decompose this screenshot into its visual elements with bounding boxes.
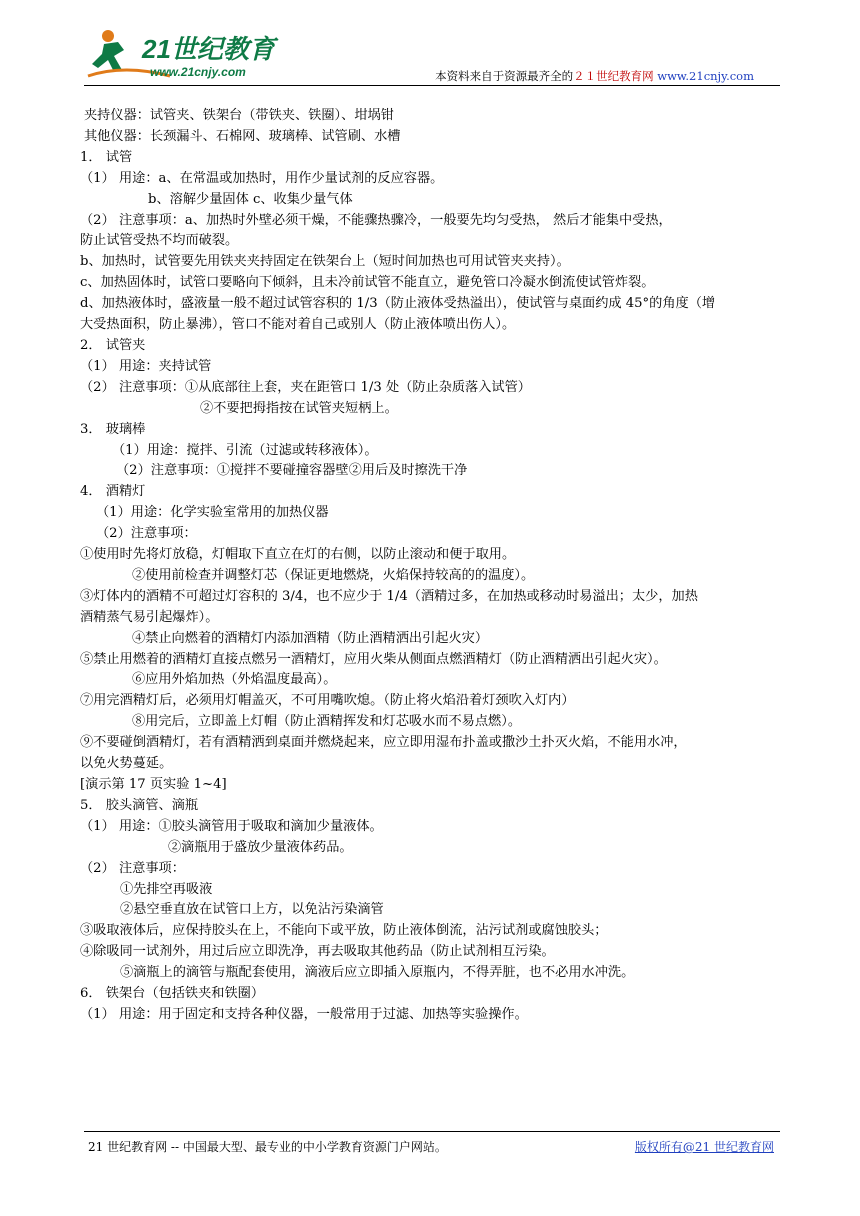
header-source-note [435, 68, 754, 84]
text-line: 夹持仪器：试管夹、铁架台（带铁夹、铁圈）、坩埚钳 [84, 108, 394, 123]
header-site-name: ２１世纪教育网 [573, 69, 654, 83]
logo-runner-head [102, 30, 114, 42]
text-line: （2） 注意事项：a、加热时外壁必须干燥，不能骤热骤冷，一般要先均匀受热， 然后才能集中受热， [80, 212, 672, 228]
text-line: ⑤滴瓶上的滴管与瓶配套使用，滴液后应立即插入原瓶内，不得弄脏，也不必用水冲洗。 [120, 965, 635, 981]
text-line: （2） 注意事项： [80, 860, 185, 876]
text-line: 5． 胶头滴管、滴瓶 [80, 797, 199, 813]
footer-site-description: 21 世纪教育网 -- 中国最大型、最专业的中小学教育资源门户网站。 [88, 1140, 447, 1154]
text-line: （1） 用途：①胶头滴管用于吸取和滴加少量液体。 [80, 818, 383, 834]
text-line: （2）注意事项：①搅拌不要碰撞容器壁②用后及时擦洗干净 [116, 463, 468, 479]
text-line: ②滴瓶用于盛放少量液体药品。 [168, 839, 353, 855]
text-line: ⑧用完后，立即盖上灯帽（防止酒精挥发和灯芯吸水而不易点燃）。 [132, 714, 522, 730]
text-line: ⑤禁止用燃着的酒精灯直接点燃另一酒精灯，应用火柴从侧面点燃酒精灯（防止酒精洒出引起火灾）。 [80, 651, 667, 667]
text-line: 6． 铁架台（包括铁夹和铁圈） [80, 986, 265, 1002]
header-note-prefix: 本资料来自于资源最齐全的 [435, 69, 574, 83]
page-header [84, 24, 780, 86]
text-line: b、溶解少量固体 c、收集少量气体 [148, 191, 353, 207]
text-line: 大受热面积，防止暴沸），管口不能对着自己或别人（防止液体喷出伤人）。 [80, 317, 516, 333]
text-line: ③灯体内的酒精不可超过灯容积的 3/4，也不应少于 1/4（酒精过多，在加热或移动时易溢出；太少，加热 [80, 588, 698, 604]
text-line: [演示第 17 页实验 1~4] [80, 777, 227, 792]
text-line: ④除吸同一试剂外，用过后应立即洗净，再去吸取其他药品（防止试剂相互污染。 [80, 944, 555, 960]
footer-copyright-link[interactable]: 版权所有@21 世纪教育网 [634, 1140, 774, 1154]
text-line: 4． 酒精灯 [80, 484, 146, 500]
text-line: ⑥应用外焰加热（外焰温度最高）。 [132, 672, 337, 688]
text-line: 1． 试管 [80, 149, 133, 165]
logo-url-text: www.21cnjy.com [150, 65, 246, 79]
text-line: （1） 用途：a、在常温或加热时，用作少量试剂的反应容器。 [80, 170, 444, 186]
text-line: 酒精蒸气易引起爆炸）。 [80, 609, 219, 625]
text-line: 3． 玻璃棒 [80, 421, 146, 437]
text-line: ⑨不要碰倒酒精灯，若有酒精洒到桌面并燃烧起来，应立即用湿布扑盖或撒沙土扑灭火焰，不能用水冲， [80, 735, 687, 751]
text-line: ④禁止向燃着的酒精灯内添加酒精（防止酒精洒出引起火灾） [132, 630, 489, 646]
header-divider [84, 85, 780, 86]
text-line: 防止试管受热不均而破裂。 [80, 233, 239, 249]
text-line: （2）注意事项： [96, 526, 197, 542]
text-line: ②使用前检查并调整灯芯（保证更地燃烧，火焰保持较高的的温度）。 [132, 567, 535, 583]
text-line: 2． 试管夹 [80, 337, 146, 353]
text-line: 以免火势蔓延。 [80, 756, 173, 772]
document-body [80, 106, 780, 1026]
footer-divider [84, 1131, 780, 1132]
text-line: ③吸取液体后，应保持胶头在上，不能向下或平放，防止液体倒流，沾污试剂或腐蚀胶头； [80, 923, 608, 939]
text-line: b、加热时，试管要先用铁夹夹持固定在铁架台上（短时间加热也可用试管夹夹持）。 [80, 254, 570, 270]
text-line: （2） 注意事项：①从底部往上套，夹在距管口 1/3 处（防止杂质落入试管） [80, 379, 531, 395]
text-line: ①先排空再吸液 [120, 881, 213, 897]
text-line: ②悬空垂直放在试管口上方，以免沾污染滴管 [120, 902, 384, 918]
logo-runner-body [92, 42, 124, 72]
text-line: ①使用时先将灯放稳，灯帽取下直立在灯的右侧，以防止滚动和便于取用。 [80, 547, 516, 563]
header-site-url[interactable]: www.21cnjy.com [657, 69, 754, 83]
logo-brand-text: 21世纪教育 [142, 34, 275, 64]
text-line: 其他仪器：长颈漏斗、石棉网、玻璃棒、试管刷、水槽 [84, 128, 401, 144]
logo-21cnjy [84, 24, 284, 84]
text-line: c、加热固体时，试管口要略向下倾斜，且未冷前试管不能直立，避免管口冷凝水倒流使试管炸裂。 [80, 275, 655, 291]
text-line: （1）用途：搅拌、引流（过滤或转移液体）。 [112, 442, 378, 458]
text-line: ⑦用完酒精灯后，必须用灯帽盖灭，不可用嘴吹熄。（防止将火焰沿着灯颈吹入灯内） [80, 693, 575, 709]
text-line: d、加热液体时，盛液量一般不超过试管容积的 1/3（防止液体受热溢出），使试管与桌面约成 45°的角度（增 [80, 296, 716, 312]
text-line: （1）用途：化学实验室常用的加热仪器 [96, 505, 329, 521]
text-line: （1） 用途：用于固定和支持各种仪器，一般常用于过滤、加热等实验操作。 [80, 1006, 528, 1022]
text-line: ②不要把拇指按在试管夹短柄上。 [200, 400, 398, 416]
text-line: （1） 用途：夹持试管 [80, 358, 212, 374]
